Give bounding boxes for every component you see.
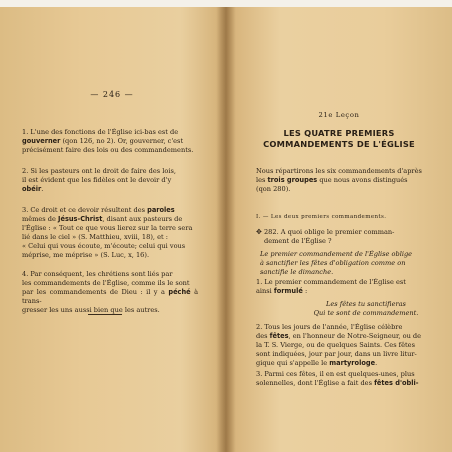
line-text: gresser les uns aussi bien que les autres. — [22, 306, 160, 314]
book-spread — [0, 7, 452, 452]
emphasis-text: fêtes — [269, 332, 289, 340]
text-line — [256, 359, 432, 368]
page-number: — 246 — — [90, 90, 134, 99]
line-text: solennelles, dont l'Église a fait des — [256, 379, 375, 387]
paragraph-2 — [256, 323, 432, 368]
line-text: « Celui qui vous écoute, m'écoute; celui qui vous — [22, 242, 186, 250]
emphasis-text: trois groupes — [267, 176, 318, 184]
text-line — [256, 287, 432, 296]
left-paragraph-2 — [22, 167, 198, 194]
emphasis-text: fêtes d'obli- — [374, 379, 419, 387]
line-text: les commandements de l'Église, comme ils le sont — [22, 279, 190, 287]
question-line-2: dement de l'Église ? — [264, 237, 332, 245]
line-text: mêmes de — [22, 215, 59, 223]
line-text: précisément faire des lois ou des commandements. — [22, 146, 194, 154]
line-text: . — [41, 185, 44, 193]
line-text: 2. Si les pasteurs ont le droit de faire des lois, — [22, 167, 176, 175]
text-line — [22, 146, 198, 155]
emphasis-text: péché — [168, 288, 191, 296]
quote-line-1: Les fêtes tu sanctifieras — [326, 300, 406, 308]
text-line — [256, 278, 432, 287]
text-line — [22, 288, 198, 306]
line-text: 3. Ce droit et ce devoir résultent des — [22, 206, 148, 214]
line-text: (qon 126, no 2). Or, gouverner, c'est — [60, 137, 184, 145]
text-line — [22, 185, 198, 194]
line-text: les — [256, 176, 268, 184]
text-line — [256, 341, 432, 350]
lesson-title-line-1: LES QUATRE PREMIERS — [283, 128, 395, 138]
line-text: 1. Le premier commandement de l'Église est — [256, 278, 406, 286]
text-line — [22, 233, 198, 242]
line-text: 3. Parmi ces fêtes, il en est quelques-unes, plus — [256, 370, 415, 378]
section-divider — [88, 314, 122, 315]
lesson-title-line-2: COMMANDEMENTS DE L'ÉGLISE — [263, 139, 415, 149]
line-text: ainsi — [256, 287, 274, 295]
text-line — [22, 176, 198, 185]
left-page — [0, 7, 224, 452]
line-text: sont indiquées, jour par jour, dans un livre litur- — [256, 350, 417, 358]
line-text: Nous répartirons les six commandements d'après — [256, 167, 422, 175]
emphasis-text: paroles — [147, 206, 175, 214]
emphasis-text: gouverner — [22, 137, 61, 145]
question-marker-icon: ✥ — [256, 228, 262, 236]
text-line — [22, 137, 198, 146]
line-text: 1. L'une des fonctions de l'Église ici-bas est de — [22, 128, 179, 136]
emphasis-text: formulé — [273, 287, 303, 295]
answer-line-3: sanctifie le dimanche. — [260, 268, 334, 276]
catechism-answer — [256, 250, 431, 277]
line-text: gique qui s'appelle le — [256, 359, 330, 367]
emphasis-text: Jésus-Christ — [58, 215, 103, 223]
text-line — [256, 185, 432, 194]
line-text: 2. Tous les jours de l'année, l'Église célèbre — [256, 323, 403, 331]
left-paragraph-3 — [22, 206, 198, 260]
text-line — [22, 167, 198, 176]
text-line — [256, 332, 432, 341]
line-text: la T. S. Vierge, ou de quelques Saints. Ces fêtes — [256, 341, 415, 349]
line-text: 4. Par conséquent, les chrétiens sont liés par — [22, 270, 173, 278]
line-text: il est évident que les fidèles ont le devoir d'y — [22, 176, 172, 184]
intro-paragraph — [256, 167, 432, 194]
text-line — [22, 224, 198, 233]
line-text: des — [256, 332, 270, 340]
text-line — [256, 176, 432, 185]
quote-line-2: Qui te sont de commandement. — [313, 309, 419, 317]
line-text: , disant aux pasteurs de — [102, 215, 183, 223]
lesson-number: 21e Leçon — [318, 111, 360, 119]
line-text: à trans- — [22, 288, 198, 305]
text-line — [22, 206, 198, 215]
left-paragraph-1 — [22, 128, 198, 155]
line-text: : — [302, 287, 308, 295]
section-heading: I. — Les deux premiers commandements. — [256, 214, 387, 220]
emphasis-text: martyrologe — [329, 359, 376, 367]
paragraph-3 — [256, 370, 432, 388]
catechism-question — [256, 228, 431, 246]
emphasis-text: obéir — [22, 185, 42, 193]
text-line — [22, 251, 198, 260]
line-text: l'Église : « Tout ce que vous lierez sur la terre sera — [22, 224, 193, 232]
left-paragraph-4 — [22, 270, 198, 315]
right-page — [226, 7, 452, 452]
line-text: par les commandements de Dieu : il y a — [22, 288, 169, 296]
question-line-1: 282. A quoi oblige le premier comman- — [263, 228, 395, 236]
text-line — [256, 379, 432, 388]
text-line — [22, 279, 198, 288]
text-line — [256, 370, 432, 379]
text-line — [256, 167, 432, 176]
line-text: que nous avons distingués — [317, 176, 408, 184]
answer-line-2: à sanctifier les fêtes d'obligation comme on — [260, 259, 406, 267]
text-line — [256, 323, 432, 332]
line-text: , en l'honneur de Notre-Seigneur, ou de — [288, 332, 422, 340]
line-text: (qon 280). — [256, 185, 291, 193]
text-line — [22, 270, 198, 279]
line-text: . — [375, 359, 378, 367]
text-line — [22, 242, 198, 251]
text-line — [22, 215, 198, 224]
paragraph-1 — [256, 278, 432, 296]
answer-line-1: Le premier commandement de l'Église oblige — [260, 250, 413, 258]
text-line — [22, 128, 198, 137]
line-text: méprise, me méprise » (S. Luc, x, 16). — [22, 251, 150, 259]
line-text: lié dans le ciel » (S. Matthieu, xviii, 18), et : — [22, 233, 168, 241]
text-line — [256, 350, 432, 359]
